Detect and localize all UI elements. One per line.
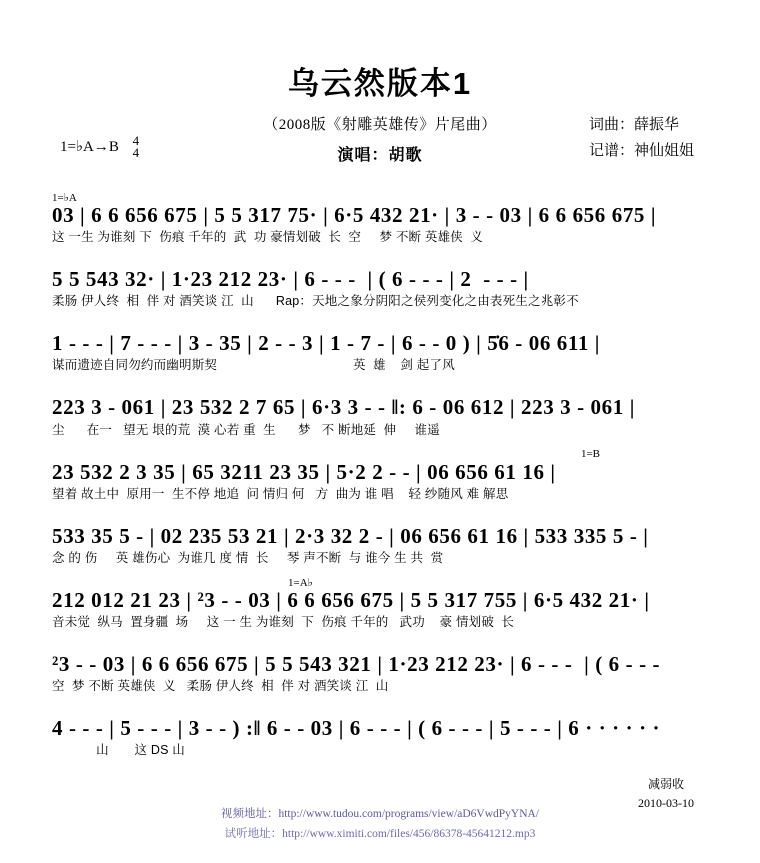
date-stamp: 2010-03-10 [638, 796, 694, 811]
notation-line-notes: 1 - - - | 7 - - - | 3 - 35 | 2 - - 3 | 1 - 7 - | 6 - - 0 ) | 5̇6 - 06 611 | [52, 331, 601, 356]
footer-links [0, 805, 760, 844]
staff-system [52, 704, 708, 758]
notation-line-lyrics: 念 的 伤 英 雄伤心 为谁几 度 情 长 琴 声不断 与 谁今 生 共 赏 [52, 550, 444, 565]
notation-line-lyrics: 望着 故土中 原用一 生不停 地追 问 情归 何 方 曲为 谁 唱 轻 纱随风 难 解思 [52, 486, 509, 501]
audio-link[interactable]: 试听地址：http://www.ximiti.com/files/456/86378-45641212.mp3 [224, 827, 536, 840]
singer-line: 演唱：胡歌 [337, 147, 423, 164]
staff-system [52, 448, 708, 502]
system-mark [52, 640, 708, 652]
system-mark [52, 319, 708, 331]
staff-system [52, 319, 708, 373]
staff-system [52, 640, 708, 694]
notation-line-notes: 5 5 543 32· | 1·23 212 23· | 6 - - - | ( 6 - - - | 2 - - - | [52, 267, 529, 292]
credits [589, 112, 694, 165]
time-signature-top: 4 [132, 133, 140, 148]
notation-line-notes: ²3 - - 03 | 6 6 656 675 | 5 5 543 321 | 1·23 212 23· | 6 - - - | ( 6 - - - [52, 651, 661, 676]
staff-system [52, 383, 708, 437]
staff-system [52, 512, 708, 566]
system-mark: 1=♭A [52, 192, 77, 204]
system-mark: 1=B [580, 447, 600, 460]
notation-line-notes: 03 | 6 6 656 675 | 5 5 317 75· | 6·5 432 21· | 3 - - 03 | 6 6 656 675 | [52, 203, 657, 227]
notation-line-lyrics: 谋而遗迹自同勿约而幽明斯契 英 雄 剑 起了风 [52, 358, 455, 373]
notation-line-notes: 533 35 5 - | 02 235 53 21 | 2·3 32 2 - | 06 656 61 16 | 533 335 5 - | [52, 523, 649, 548]
staff-system [52, 255, 708, 309]
key-signature [60, 135, 139, 160]
page-title: 乌云然版本1 [287, 66, 473, 101]
key-signature-text: 1=♭A→B [60, 138, 119, 155]
notation-line-notes: 23 532 2 3 35 | 65 3211 23 35 | 5·2 2 - - | 06 656 61 16 | [52, 459, 556, 484]
system-mark [52, 704, 708, 716]
notation-line-lyrics: 音未觉 纵马 置身疆 场 这 一 生 为谁刻 下 伤痕 千年的 武功 豪 情划破 长 [52, 614, 515, 629]
composer-line: 词曲：薛振华 [588, 117, 679, 133]
subtitle: （2008版《射雕英雄传》片尾曲） [263, 117, 497, 133]
notation-line-notes: 4 - - - | 5 - - - | 3 - - ) :‖ 6 - - 03 | 6 - - - | ( 6 - - - | 5 - - - | 6 · · · · · · [52, 716, 661, 741]
time-signature-bottom: 4 [132, 145, 140, 161]
staff-system [52, 576, 708, 630]
staff-system [52, 191, 708, 245]
notation-line-lyrics: 空 梦 不断 英雄侠 义 柔肠 伊人终 相 伴 对 酒笑谈 江 山 [52, 679, 389, 694]
notation-line-notes: 223 3 - 061 | 23 532 2 7 65 | 6·3 3 - - ‖: 6 - 06 612 | 223 3 - 061 | [52, 395, 635, 420]
system-mark [52, 512, 708, 524]
system-mark: 1=A♭ [288, 576, 313, 589]
notation-line-lyrics: 柔肠 伊人终 相 伴 对 酒笑谈 江 山 Rap：天地之象分阴阳之侯列变化之由表死生之兆彰不 [52, 294, 579, 309]
notation-line: 记谱：神仙姐姐 [588, 143, 694, 160]
system-mark [52, 383, 708, 395]
notation-line-lyrics: 这 一生 为谁刻 下 伤痕 千年的 武 功 豪情划破 长 空 梦 不断 英雄侠 义 [52, 230, 484, 245]
system-mark [52, 255, 708, 267]
notation-line-lyrics: 山 这 DS 山 [52, 743, 185, 758]
notation-line-notes: 212 012 21 23 | ²3 - - 03 | 6 6 656 675 | 5 5 317 755 | 6·5 432 21· | [52, 587, 650, 612]
video-link[interactable]: 视频地址：http://www.tudou.com/programs/view/aD6VwdPyYNA/ [220, 808, 540, 820]
dynamic-marking: 减弱收 [647, 777, 684, 791]
notation-line-lyrics: 尘 在一 望无 垠的荒 漠 心若 重 生 梦 不 断地延 伸 谁遥 [52, 422, 440, 437]
time-signature [133, 135, 140, 160]
